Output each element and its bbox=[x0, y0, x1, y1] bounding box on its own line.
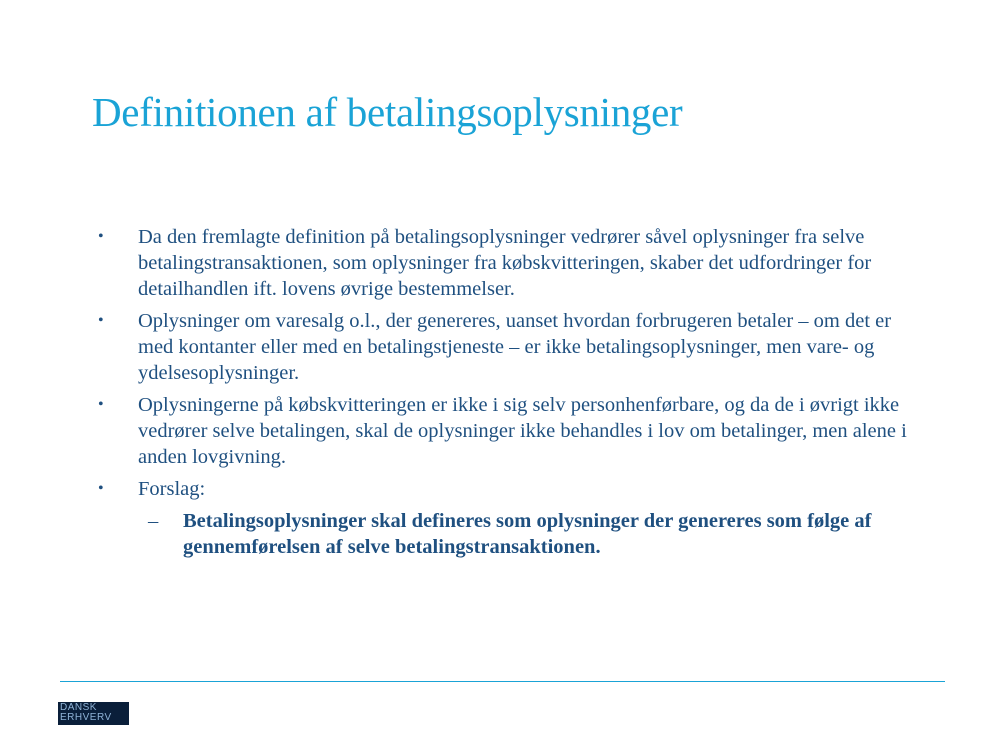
sub-bullet-text: Betalingsoplysninger skal defineres som oplysninger der genereres som følge af gennemførelsen af selve betalingstransaktionen. bbox=[183, 510, 872, 558]
bullet-list bbox=[98, 224, 908, 560]
bullet-marker: • bbox=[98, 480, 104, 497]
bullet-text: Da den fremlagte definition på betalingsoplysninger vedrører såvel oplysninger fra selve betalingstransaktionen, som oplysninger fra købskvitteringen, skaber det udfordringer for detailhandlen ift. lovens øvrige bestemmelser. bbox=[138, 226, 872, 300]
logo-line-1: DANSK bbox=[60, 702, 97, 713]
bullet-item bbox=[98, 476, 908, 502]
slide-title: Definitionen af betalingsoplysninger bbox=[92, 89, 683, 135]
bullet-item bbox=[98, 224, 908, 302]
footer-divider bbox=[60, 681, 945, 682]
bullet-item bbox=[98, 308, 908, 386]
bullet-text: Oplysningerne på købskvitteringen er ikke i sig selv personhenførbare, og da de i øvrigt ikke vedrører selve betalingen, skal de oplysninger ikke behandles i lov om betalinger, men alene i anden lovgivning. bbox=[138, 394, 907, 468]
bullet-item bbox=[98, 392, 908, 470]
dansk-erhverv-logo bbox=[58, 702, 129, 725]
logo-line-2: ERHVERV bbox=[60, 712, 112, 723]
sub-bullet-marker: – bbox=[148, 510, 159, 532]
bullet-marker: • bbox=[98, 396, 104, 413]
sub-bullet-item bbox=[138, 508, 908, 560]
bullet-text: Forslag: bbox=[138, 478, 206, 500]
bullet-marker: • bbox=[98, 312, 104, 329]
bullet-marker: • bbox=[98, 228, 104, 245]
bullet-text: Oplysninger om varesalg o.l., der genereres, uanset hvordan forbrugeren betaler – om det er med kontanter eller med en betalingstjeneste – er ikke betalingsoplysninger, men vare- og ydelsesoplysninger. bbox=[138, 310, 892, 384]
